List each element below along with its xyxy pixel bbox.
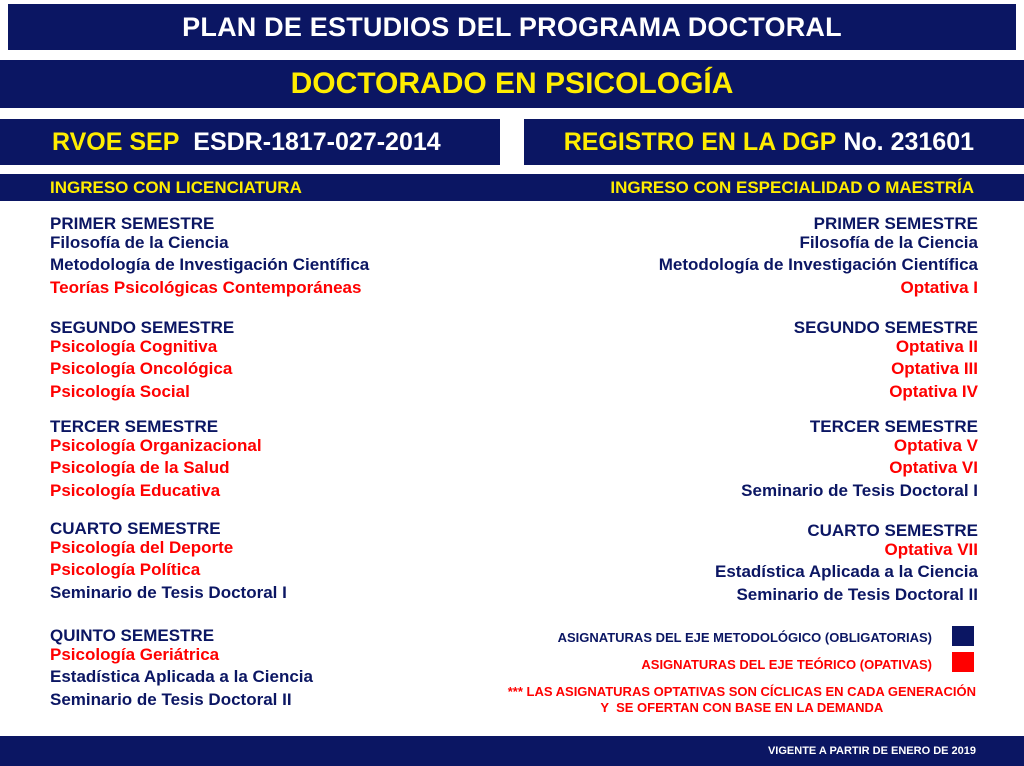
footer-validity: VIGENTE A PARTIR DE ENERO DE 2019 xyxy=(767,745,976,757)
legend-metodologico-swatch xyxy=(952,626,974,646)
subject: Estadística Aplicada a la Ciencia xyxy=(715,562,978,581)
semester-title: PRIMER SEMESTRE xyxy=(50,214,215,233)
subject: Optativa V xyxy=(893,436,978,455)
footer-bar xyxy=(0,736,1024,766)
subject: Seminario de Tesis Doctoral I xyxy=(50,583,287,602)
dgp-label: REGISTRO EN LA DGP xyxy=(563,127,837,156)
rvoe-label: RVOE SEP xyxy=(52,127,180,156)
semester-title: TERCER SEMESTRE xyxy=(50,417,219,436)
dgp-bar xyxy=(524,119,1024,165)
subject: Psicología Política xyxy=(50,560,201,579)
subject: Optativa III xyxy=(891,359,978,378)
semester-title: SEGUNDO SEMESTRE xyxy=(793,318,978,337)
program-bar xyxy=(0,60,1024,108)
semester-title: PRIMER SEMESTRE xyxy=(813,214,978,233)
subject: Filosofía de la Ciencia xyxy=(50,233,229,252)
subject: Seminario de Tesis Doctoral I xyxy=(741,481,978,500)
right-semester-4 xyxy=(715,521,978,606)
subject: Psicología Social xyxy=(50,382,190,401)
subject: Metodología de Investigación Científica xyxy=(658,255,978,274)
legend-teorico-label: ASIGNATURAS DEL EJE TEÓRICO (OPATIVAS) xyxy=(641,657,932,672)
semester-title: CUARTO SEMESTRE xyxy=(50,519,221,538)
header-title-bar xyxy=(8,4,1016,50)
subject: Optativa IV xyxy=(889,382,978,401)
subject: Estadística Aplicada a la Ciencia xyxy=(50,667,313,686)
subject: Metodología de Investigación Científica xyxy=(50,255,370,274)
page-title: PLAN DE ESTUDIOS DEL PROGRAMA DOCTORAL xyxy=(182,11,842,42)
rvoe-code: ESDR-1817-027-2014 xyxy=(193,127,441,156)
semester-title: CUARTO SEMESTRE xyxy=(807,521,978,540)
right-semester-2 xyxy=(794,318,978,403)
subject: Filosofía de la Ciencia xyxy=(799,233,978,252)
semester-title: TERCER SEMESTRE xyxy=(809,417,978,436)
subject: Psicología de la Salud xyxy=(50,458,230,477)
rvoe-bar xyxy=(0,119,500,165)
subject: Psicología Educativa xyxy=(50,481,221,500)
semester-title: SEGUNDO SEMESTRE xyxy=(50,318,235,337)
subject: Psicología del Deporte xyxy=(50,538,234,557)
ingreso-licenciatura: INGRESO CON LICENCIATURA xyxy=(50,178,302,197)
left-semester-5 xyxy=(50,626,313,711)
legend-note xyxy=(508,684,976,716)
subject: Optativa II xyxy=(895,337,978,356)
program-title: DOCTORADO EN PSICOLOGÍA xyxy=(290,67,734,100)
left-semester-2 xyxy=(50,318,234,403)
subject: Teorías Psicológicas Contemporáneas xyxy=(50,278,362,297)
left-semester-3 xyxy=(50,417,262,502)
subject: Psicología Cognitiva xyxy=(50,337,218,356)
legend-metodologico-label: ASIGNATURAS DEL EJE METODOLÓGICO (OBLIGATORIAS) xyxy=(557,630,932,645)
legend-teorico-swatch xyxy=(952,652,974,672)
left-semester-1 xyxy=(50,214,369,299)
subject: Psicología Organizacional xyxy=(50,436,262,455)
subject: Seminario de Tesis Doctoral II xyxy=(736,585,978,604)
legend-note-line2: Y SE OFERTAN CON BASE EN LA DEMANDA xyxy=(600,700,884,715)
subject: Optativa I xyxy=(900,278,978,297)
left-semester-4 xyxy=(50,519,287,604)
subject: Seminario de Tesis Doctoral II xyxy=(50,690,292,709)
right-semester-3 xyxy=(741,417,978,502)
subject: Optativa VI xyxy=(889,458,978,477)
subject: Psicología Geriátrica xyxy=(50,645,220,664)
right-semester-1 xyxy=(659,214,978,299)
semester-title: QUINTO SEMESTRE xyxy=(50,626,215,645)
subject: Psicología Oncológica xyxy=(50,359,233,378)
ingreso-bar xyxy=(0,174,1024,201)
dgp-number: No. 231601 xyxy=(843,127,974,156)
legend-note-line1: *** LAS ASIGNATURAS OPTATIVAS SON CÍCLICAS EN CADA GENERACIÓN xyxy=(507,684,976,699)
subject: Optativa VII xyxy=(884,540,978,559)
ingreso-maestria: INGRESO CON ESPECIALIDAD O MAESTRÍA xyxy=(610,178,974,197)
